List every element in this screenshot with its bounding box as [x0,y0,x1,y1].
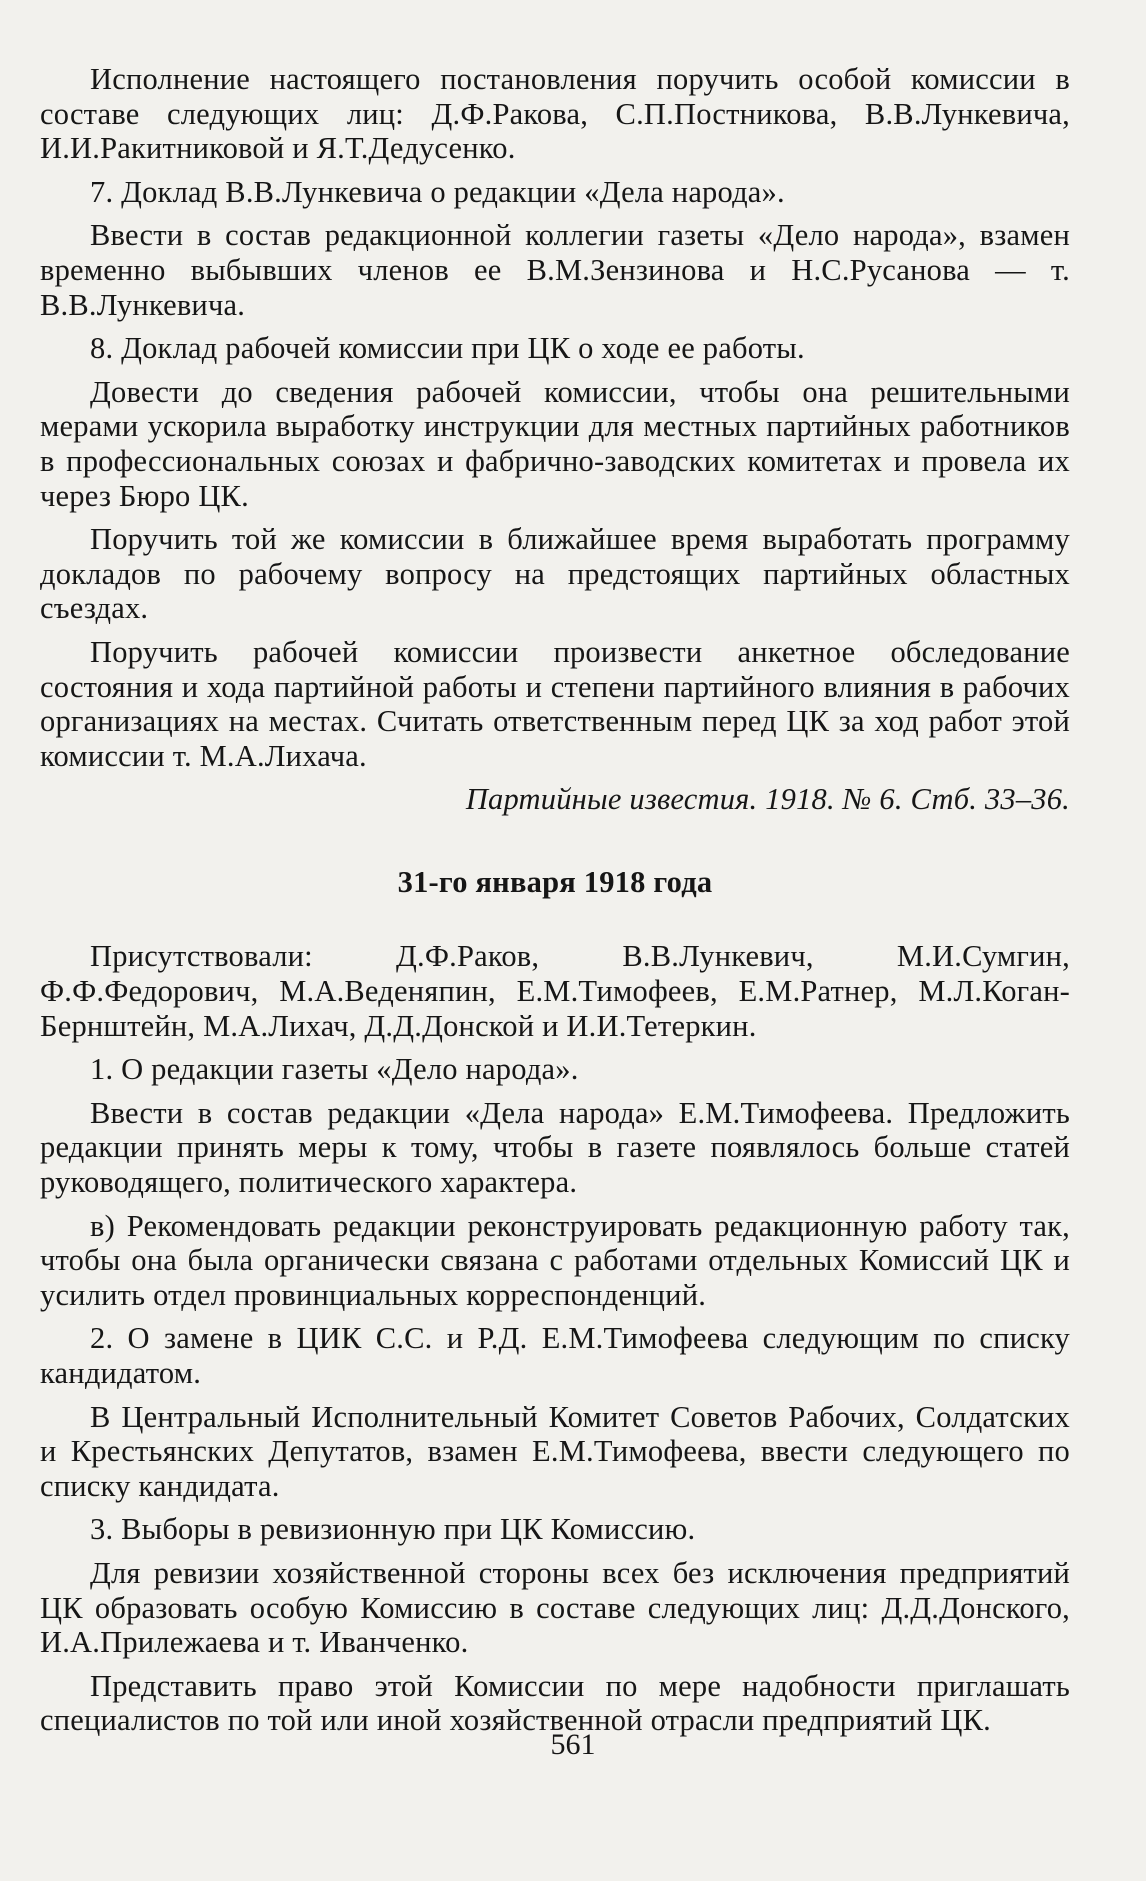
paragraph-item-8-text-1: Довести до сведения рабочей комиссии, чтобы она решительными мерами ускорила выработку инструкции для местных партийных работников в профессиональных союзах и фабрично-заводских комитетах и провела их через Бюро ЦК. [40,374,1070,513]
paragraph-item-8-title: 8. Доклад рабочей комиссии при ЦК о ходе ее работы. [90,331,805,366]
main-text [40,62,1070,1747]
paragraph-item-7-title: 7. Доклад В.В.Лункевича о редакции «Дела народа». [90,174,785,209]
paragraph-item-2-title: 2. О замене в ЦИК С.С. и Р.Д. Е.М.Тимофеева следующим по списку кандидатом. [40,1321,1070,1390]
paragraph-item-2-text: В Центральный Исполнительный Комитет Советов Рабочих, Солдатских и Крестьянских Депутатов, взамен Е.М.Тимофеева, ввести следующего по списку кандидата. [40,1399,1070,1503]
source-citation: Партийные известия. 1918. № 6. Стб. 33–36. [465,782,1070,817]
paragraph-attendees: Присутствовали: Д.Ф.Раков, В.В.Лункевич, М.И.Сумгин, Ф.Ф.Федорович, М.А.Веденяпин, Е.М.Тимофеев, Е.М.Ратнер, М.Л.Коган-Бернштейн, М.А.Лихач, Д.Д.Донской и И.И.Тетеркин. [40,939,1070,1043]
paragraph-item-1-text: Ввести в состав редакции «Дела народа» Е.М.Тимофеева. Предложить редакции принять меры к тому, чтобы в газете появлялось больше статей руководящего, политического характера. [40,1095,1070,1200]
paragraph-item-3-title: 3. Выборы в ревизионную при ЦК Комиссию. [90,1512,696,1547]
paragraph-commission-members: Исполнение настоящего постановления поручить особой комиссии в составе следующих лиц: Д.Ф.Ракова, С.П.Постникова, В.В.Лункевича, И.И.Ракитниковой и Я.Т.Дедусенко. [40,62,1070,166]
page-number: 561 [550,1728,596,1761]
paragraph-item-1-text-b: в) Рекомендовать редакции реконструировать редакционную работу так, чтобы она была органически связана с работами отдельных Комиссий ЦК и усилить отдел провинциальных корреспонденций. [40,1208,1070,1312]
paragraph-item-8-text-3: Поручить рабочей комиссии произвести анкетное обследование состояния и хода партийной работы и степени партийного влияния в рабочих организациях на местах. Считать ответственным перед ЦК за ход работ этой комиссии т. М.А.Лихача. [40,634,1070,773]
paragraph-item-8-text-2: Поручить той же комиссии в ближайшее время выработать программу докладов по рабочему вопросу на предстоящих партийных областных съездах. [40,522,1070,626]
paragraph-item-3-text-2: Представить право этой Комиссии по мере надобности приглашать специалистов по той или иной хозяйственной отрасли предприятий ЦК. [40,1668,1070,1738]
date-heading: 31-го января 1918 года [397,864,713,899]
paragraph-item-3-text-1: Для ревизии хозяйственной стороны всех без исключения предприятий ЦК образовать особую Комиссию в составе следующих лиц: Д.Д.Донского, И.А.Прилежаева и т. Иванченко. [40,1555,1070,1660]
paragraph-item-7-text: Ввести в состав редакционной коллегии газеты «Дело народа», взамен временно выбывших членов ее В.М.Зензинова и Н.С.Русанова — т. В.В.Лункевича. [40,218,1070,322]
paragraph-item-1-title: 1. О редакции газеты «Дело народа». [90,1052,579,1087]
